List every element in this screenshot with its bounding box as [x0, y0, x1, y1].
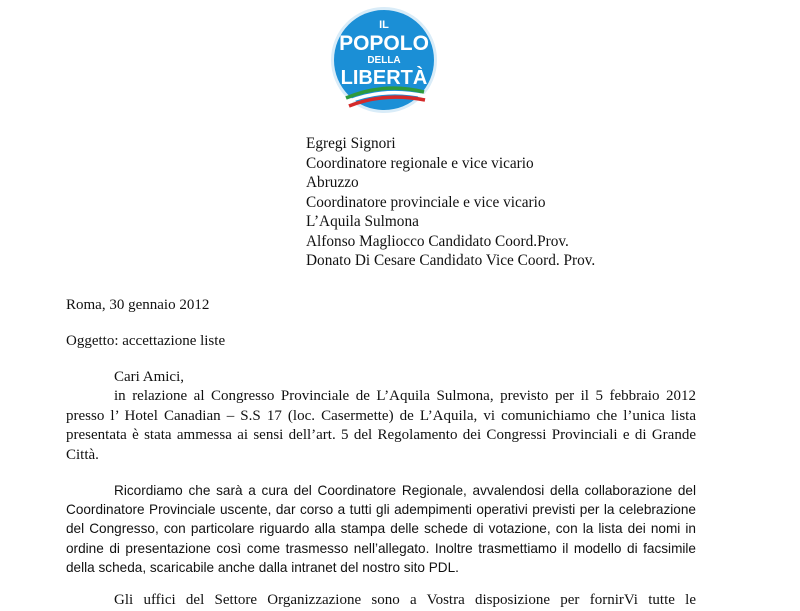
recipients-block [306, 134, 595, 271]
recipient-line: Abruzzo [306, 174, 359, 191]
paragraph-congress: in relazione al Congresso Provinciale de L’Aquila Sulmona, previsto per il 5 febbraio 2012 presso l’ Hotel Canadian – S.S 17 (loc. Casermette) de L’Aquila, vi comunichiamo che l’unica lista presentata è stata ammessa ai sensi dell’art. 5 del Regolamento dei Congressi Provinciali e di Grande Città. [66, 388, 696, 463]
salutation: Cari Amici, [114, 369, 184, 385]
subject-line: Oggetto: accettazione liste [66, 333, 226, 349]
logo-text-il: IL [379, 19, 389, 31]
recipient-line: Egregi Signori [306, 135, 396, 152]
recipient-line: Coordinatore provinciale e vice vicario [306, 193, 546, 211]
recipient-line: Coordinatore regionale e vice vicario [306, 154, 534, 172]
recipient-line: L’Aquila Sulmona [306, 213, 419, 230]
paragraph-offices: Gli uffici del Settore Organizzazione sono a Vostra disposizione per fornirVi tutte le [114, 592, 696, 608]
recipient-line: Donato Di Cesare Candidato Vice Coord. Prov. [306, 252, 596, 269]
logo-text-popolo: POPOLO [339, 32, 429, 55]
date-line: Roma, 30 gennaio 2012 [66, 297, 210, 313]
logo-text-liberta: LIBERTÀ [340, 67, 428, 89]
logo-text-della: DELLA [367, 55, 401, 66]
pdl-logo [330, 6, 438, 114]
paragraph-coordinator: Ricordiamo che sarà a cura del Coordinatore Regionale, avvalendosi della collaborazione del Coordinatore Provinciale uscente, dar corso a tutti gli adempimenti operativi previsti per la celebrazione del Congresso, con particolare riguardo alla stampa delle schede di votazione, con la lista dei nomi in ordine di presentazione così come trasmesso nell’allegato. Inoltre trasmettiamo il modello di facsimile della scheda, scaricabile anche dalla intranet del nostro sito PDL. [66, 483, 696, 575]
recipient-line: Alfonso Magliocco Candidato Coord.Prov. [306, 232, 569, 250]
